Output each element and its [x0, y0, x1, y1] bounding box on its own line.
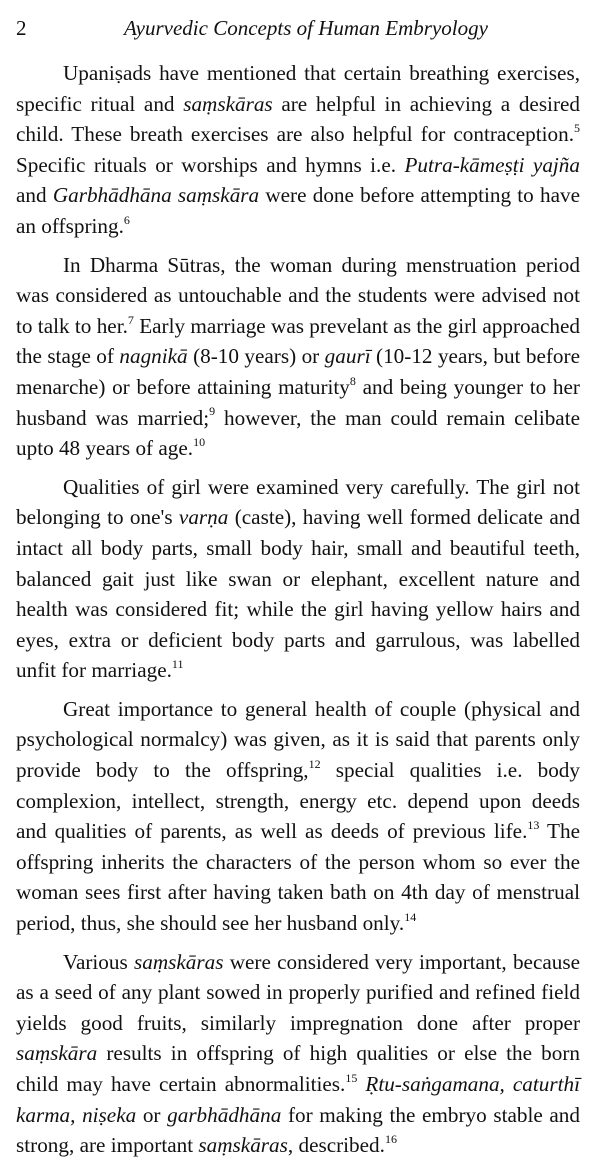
italic-term: Ṛtu-saṅgamana, caturthī karma, niṣeka — [16, 1072, 580, 1127]
footnote-marker: 16 — [384, 1132, 397, 1147]
text-run: Early marriage was prevelant as the girl approached the stage of — [16, 313, 580, 369]
italic-term: saṃskāras — [133, 949, 224, 974]
footnote-marker: 11 — [171, 657, 184, 672]
footnote-marker: 9 — [209, 404, 216, 419]
text-run: (caste), having well formed delicate and intact all body parts, small body hair, small and beautiful teeth, balanced gait just like swan or elephant, excellent nature and health was considered fit; while the girl having yellow hairs and eyes, extra or deficient body parts and garrulous, was labelled unfit for marriage. — [16, 505, 580, 683]
footnote-marker: 8 — [349, 373, 356, 388]
italic-term: saṃskāras — [183, 91, 273, 116]
body-text — [16, 58, 580, 1161]
footnote-marker: 10 — [193, 435, 206, 450]
footnote-marker: 13 — [527, 818, 540, 833]
paragraph-upanisads — [16, 58, 580, 242]
italic-term: saṃskāra — [16, 1041, 98, 1066]
text-run: however, the man could remain celibate upto 48 years of age. — [16, 405, 580, 461]
text-run: (10-12 years, but before menarche) or before attaining maturity — [16, 344, 580, 399]
italic-term: Putra-kāmeṣṭi yajña — [404, 152, 580, 177]
paragraph-dharma-sutras — [16, 250, 580, 464]
footnote-marker: 14 — [404, 909, 417, 924]
text-run: The offspring inherits the characters of the person whom so ever the woman sees first after having taken bath on 4th day of menstrual period, thus, she should see her husband only. — [16, 819, 581, 936]
text-run — [357, 1072, 365, 1096]
text-run: Qualities of girl were examined very carefully. The girl not belonging to one's — [16, 474, 580, 530]
text-run: , described. — [287, 1133, 385, 1158]
paragraph-qualities-of-girl — [16, 472, 580, 686]
italic-term: garbhādhāna — [167, 1102, 282, 1127]
text-run: special qualities i.e. body complexion, intellect, strength, energy etc. depend upon deeds and qualities of parents, as well as deeds of previous life. — [16, 758, 580, 844]
text-run: were considered very important, because as a seed of any plant sowed in properly purified and refined field yields good fruits, similarly impregnation done after proper — [16, 949, 580, 1035]
running-title: Ayurvedic Concepts of Human Embryology — [124, 16, 488, 40]
text-run: Various — [63, 949, 134, 974]
paragraph-samskaras — [16, 947, 580, 1161]
footnote-marker: 5 — [574, 121, 580, 136]
paragraph-health-of-couple — [16, 694, 580, 939]
running-head — [16, 14, 580, 46]
italic-term: gaurī — [324, 344, 371, 369]
footnote-marker: 7 — [127, 312, 134, 327]
italic-term: varṇa — [178, 505, 229, 530]
footnote-marker: 15 — [345, 1070, 358, 1085]
text-run: Great importance to general health of couple (physical and psychological normalcy) was given, as it is said that parents only provide body to the offspring, — [16, 696, 580, 783]
italic-term: nagnikā — [119, 344, 188, 369]
text-run: In Dharma Sūtras, the woman during menstruation period was considered as untouchable and the students were advised not to talk to her. — [16, 252, 580, 338]
text-run: and — [16, 183, 53, 208]
text-run: were done before attempting to have an offspring. — [16, 183, 580, 238]
text-run: are helpful in achieving a desired child. These breath exercises are also helpful for contraception. — [16, 91, 580, 147]
text-run: Specific rituals or worships and hymns i.e. — [16, 152, 405, 177]
text-run: and being younger to her husband was married; — [16, 374, 580, 430]
text-run: for making the embryo stable and strong, are important — [16, 1102, 580, 1158]
footnote-marker: 6 — [123, 212, 130, 227]
footnote-marker: 12 — [308, 757, 321, 771]
text-run: or — [136, 1102, 168, 1127]
text-run: Upaniṣads have mentioned that certain breathing exercises, specific ritual and — [16, 61, 580, 116]
text-run: results in offspring of high qualities or else the born child may have certain abnormalities. — [16, 1041, 580, 1096]
italic-term: Garbhādhāna saṃskāra — [52, 183, 260, 208]
page-number: 2 — [16, 16, 27, 40]
italic-term: saṃskāras — [198, 1133, 288, 1158]
text-run: (8-10 years) or — [187, 344, 325, 369]
